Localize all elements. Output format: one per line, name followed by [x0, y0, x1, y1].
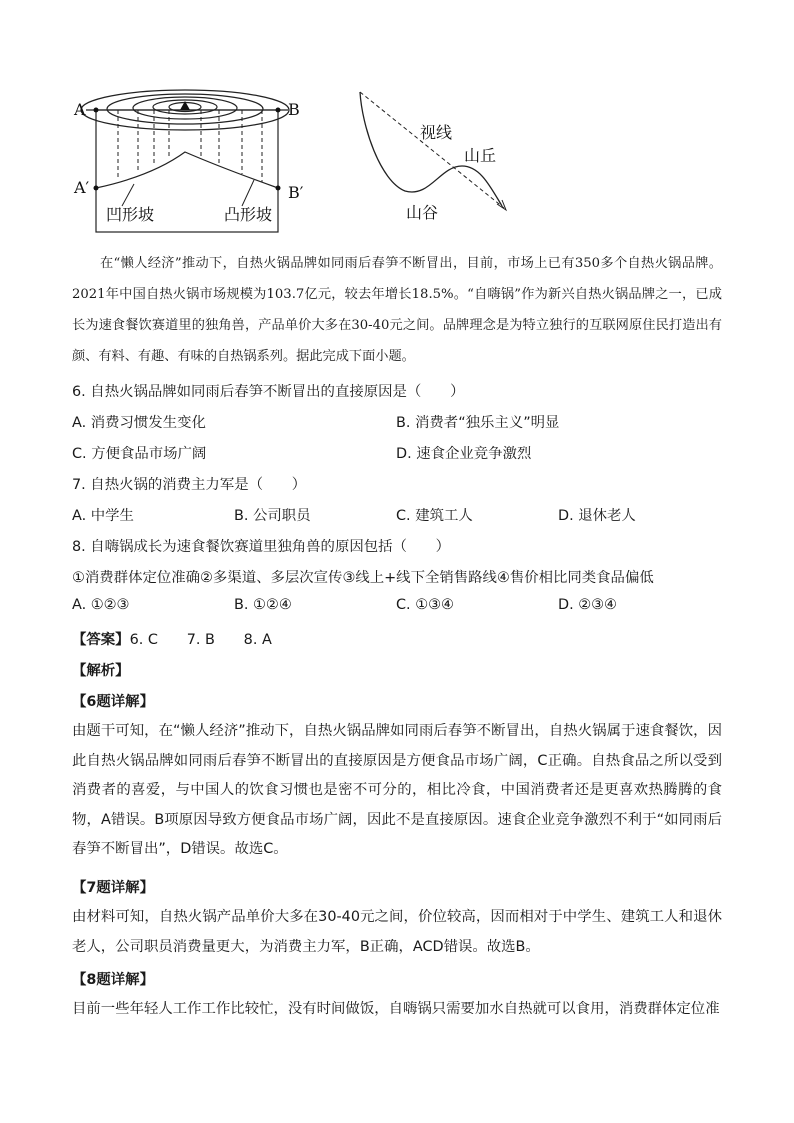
passage-text: 在“懒人经济”推动下，自热火锅品牌如同雨后春笋不断冒出，目前，市场上已有350多个自热火锅品牌。2021年中国自热火锅市场规模为103.7亿元，较去年增长18.5%。“自嗨锅”作为新兴自热火锅品牌之一，已成长为速食餐饮赛道里的独角兽，产品单价大多在30-40元之间。品牌理念是为特立独行的互联网原住民打造出有颜、有料、有趣、有味的自热锅系列。据此完成下面小题。	[72, 256, 722, 364]
material-passage	[72, 248, 722, 372]
label-hill: 山丘	[464, 146, 497, 165]
label-a: A	[74, 100, 86, 119]
detail8-text: 目前一些年轻人工作工作比较忙，没有时间做饭，自嗨锅只需要加水自热就可以食用，消费群体定位准	[72, 1001, 720, 1017]
q7-option-a[interactable]: A. 中学生	[72, 508, 134, 524]
q7-option-b[interactable]: B. 公司职员	[234, 508, 311, 524]
q8-statements: ①消费群体定位准确②多渠道、多层次宣传③线上+线下全销售路线④售价相比同类食品偏低	[72, 570, 654, 586]
label-a-prime: A′	[74, 178, 90, 197]
label-concave-slope: 凹形坡	[106, 205, 155, 224]
detail7-text: 由材料可知，自热火锅产品单价大多在30-40元之间，价位较高，因而相对于中学生、建筑工人和退休老人，公司职员消费量更大，为消费主力军，B正确，ACD错误。故选B。	[72, 909, 722, 955]
answer-line	[72, 628, 272, 649]
label-valley: 山谷	[406, 203, 439, 222]
q8-option-d[interactable]: D. ②③④	[558, 597, 617, 613]
q7-option-c[interactable]: C. 建筑工人	[396, 508, 473, 524]
q8-option-b[interactable]: B. ①②④	[234, 597, 292, 613]
q6-stem: 6. 自热火锅品牌如同雨后春笋不断冒出的直接原因是（ ）	[72, 384, 465, 400]
answer-text: 6. C 7. B 8. A	[129, 632, 272, 648]
detail8-label: 【8题详解】	[72, 972, 154, 988]
q6-option-a[interactable]: A. 消费习惯发生变化	[72, 415, 206, 431]
q6-option-b[interactable]: B. 消费者“独乐主义”明显	[396, 415, 560, 431]
q7-stem: 7. 自热火锅的消费主力军是（ ）	[72, 477, 307, 493]
label-convex-slope: 凸形坡	[224, 205, 273, 224]
slope-diagram	[72, 88, 312, 238]
label-b-prime: B′	[288, 183, 304, 202]
label-b: B	[288, 100, 300, 119]
detail6-label: 【6题详解】	[72, 694, 154, 710]
detail7-label: 【7题详解】	[72, 880, 154, 896]
detail6-text: 由题干可知，在“懒人经济”推动下，自热火锅品牌如同雨后春笋不断冒出，自热火锅属于速食餐饮，因此自热火锅品牌如同雨后春笋不断冒出的直接原因是方便食品市场广阔，C正确。自热食品之所以受到消费者的喜爱，与中国人的饮食习惯也是密不可分的，相比冷食，中国消费者还是更喜欢热腾腾的食物，A错误。B项原因导致方便食品市场广阔，因此不是直接原因。速食企业竞争激烈不利于“如同雨后春笋不断冒出”，D错误。故选C。	[72, 723, 722, 857]
q6-option-d[interactable]: D. 速食企业竞争激烈	[396, 446, 532, 462]
q8-stem: 8. 自嗨锅成长为速食餐饮赛道里独角兽的原因包括（ ）	[72, 539, 451, 555]
q6-option-c[interactable]: C. 方便食品市场广阔	[72, 446, 207, 462]
label-sightline: 视线	[420, 123, 453, 142]
answer-label: 【答案】	[72, 632, 130, 648]
q8-option-a[interactable]: A. ①②③	[72, 597, 130, 613]
q7-option-d[interactable]: D. 退休老人	[558, 508, 636, 524]
q8-option-c[interactable]: C. ①③④	[396, 597, 454, 613]
analysis-label: 【解析】	[72, 663, 130, 679]
sightline-diagram	[350, 86, 520, 226]
